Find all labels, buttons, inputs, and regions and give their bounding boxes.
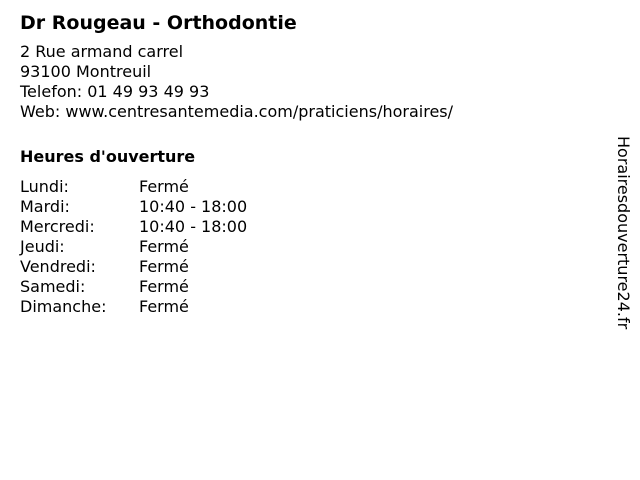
opening-hours-table xyxy=(20,177,580,317)
hours-row-tuesday xyxy=(20,197,580,217)
hours-day: Samedi: xyxy=(20,277,86,296)
hours-value: Fermé xyxy=(139,297,189,316)
hours-value: Fermé xyxy=(139,277,189,296)
hours-row-sunday xyxy=(20,297,580,317)
hours-day: Dimanche: xyxy=(20,297,107,316)
hours-day: Mercredi: xyxy=(20,217,95,236)
hours-value: Fermé xyxy=(139,177,189,196)
hours-row-monday xyxy=(20,177,580,197)
city-postcode: 93100 Montreuil xyxy=(20,62,152,81)
street-address: 2 Rue armand carrel xyxy=(20,42,184,61)
opening-hours-heading: Heures d'ouverture xyxy=(20,147,196,166)
hours-value: Fermé xyxy=(139,237,189,256)
business-title: Dr Rougeau - Orthodontie xyxy=(20,12,297,34)
business-card xyxy=(20,10,580,317)
hours-day: Vendredi: xyxy=(20,257,96,276)
hours-value: Fermé xyxy=(139,257,189,276)
website-address: Web: www.centresantemedia.com/praticiens/horaires/ xyxy=(20,102,454,121)
address-block xyxy=(20,42,580,122)
hours-value: 10:40 - 18:00 xyxy=(139,217,248,236)
hours-day: Jeudi: xyxy=(20,237,65,256)
hours-row-wednesday xyxy=(20,217,580,237)
hours-row-thursday xyxy=(20,237,580,257)
hours-row-friday xyxy=(20,257,580,277)
hours-day: Mardi: xyxy=(20,197,70,216)
phone-number: Telefon: 01 49 93 49 93 xyxy=(20,82,210,101)
hours-day: Lundi: xyxy=(20,177,69,196)
hours-row-saturday xyxy=(20,277,580,297)
brand-watermark: Horairesdouverture24.fr xyxy=(614,136,633,330)
hours-value: 10:40 - 18:00 xyxy=(139,197,248,216)
